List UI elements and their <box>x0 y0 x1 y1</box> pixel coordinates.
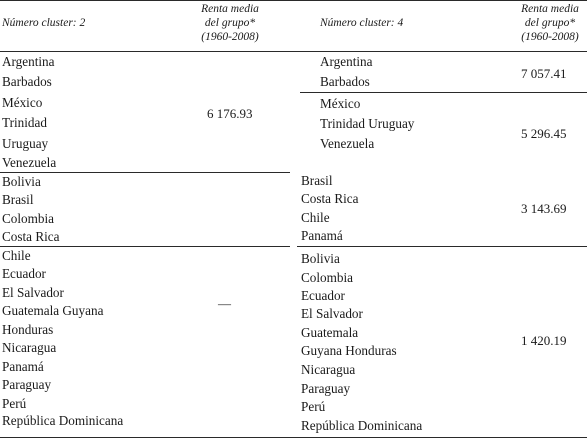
left-country: Uruguay <box>2 136 49 151</box>
header-line: Renta media <box>201 3 259 15</box>
right-group-value: 1 420.19 <box>521 333 567 348</box>
left-country: Chile <box>2 248 31 263</box>
right-country: Guyana Honduras <box>301 343 397 358</box>
left-group-rule <box>0 172 290 173</box>
header-cluster-2: Número cluster: 2 <box>2 17 86 29</box>
left-country: República Dominicana <box>2 413 124 428</box>
right-country: Barbados <box>320 74 370 89</box>
right-country: Ecuador <box>301 288 345 303</box>
table-top-rule <box>0 0 587 1</box>
right-group-value: 3 143.69 <box>521 201 567 216</box>
right-country: Colombia <box>301 270 354 285</box>
right-group-value: 7 057.41 <box>521 66 567 81</box>
left-country: Honduras <box>2 322 54 337</box>
right-country: Brasil <box>301 173 333 188</box>
header-renta-media-left <box>180 2 280 44</box>
left-country: Trinidad <box>2 115 47 130</box>
right-country: El Salvador <box>301 306 363 321</box>
left-group-rule <box>0 246 290 247</box>
left-country: Argentina <box>2 54 55 69</box>
header-line: (1960-2008) <box>201 31 259 43</box>
left-country: México <box>2 95 43 110</box>
left-country: Costa Rica <box>2 229 60 244</box>
left-country: El Salvador <box>2 285 64 300</box>
left-country: Paraguay <box>2 377 52 392</box>
header-line: del grupo* <box>204 17 256 29</box>
right-country: Venezuela <box>320 136 375 151</box>
left-country: Bolivia <box>2 174 41 189</box>
right-country: República Dominicana <box>301 418 423 433</box>
right-country: Perú <box>301 399 326 414</box>
header-bottom-rule <box>0 51 587 52</box>
header-line: (1960-2008) <box>521 31 579 43</box>
right-country: México <box>320 96 361 111</box>
header-line: del grupo* <box>524 17 576 29</box>
right-country: Costa Rica <box>301 191 359 206</box>
header-cluster-4: Número cluster: 4 <box>320 17 404 29</box>
right-country: Paraguay <box>301 381 351 396</box>
left-group-value: — <box>218 296 231 311</box>
left-country: Venezuela <box>2 155 57 170</box>
left-country: Perú <box>2 396 27 411</box>
right-country: Nicaragua <box>301 362 356 377</box>
left-country: Ecuador <box>2 266 46 281</box>
right-country: Bolivia <box>301 251 340 266</box>
right-country: Panamá <box>301 228 343 243</box>
right-group-rule <box>300 92 587 93</box>
left-country: Brasil <box>2 192 34 207</box>
right-country: Guatemala <box>301 325 359 340</box>
header-renta-media-right <box>510 2 587 44</box>
right-country: Chile <box>301 210 330 225</box>
header-line: Renta media <box>521 3 579 15</box>
right-country: Trinidad Uruguay <box>320 116 415 131</box>
left-country: Barbados <box>2 74 52 89</box>
left-country: Panamá <box>2 359 44 374</box>
right-group-value: 5 296.45 <box>521 126 567 141</box>
right-group-rule <box>297 246 587 247</box>
left-country: Colombia <box>2 211 55 226</box>
left-country: Nicaragua <box>2 340 57 355</box>
right-country: Argentina <box>320 54 373 69</box>
left-group-value: 6 176.93 <box>207 106 253 121</box>
left-country: Guatemala Guyana <box>2 303 104 318</box>
